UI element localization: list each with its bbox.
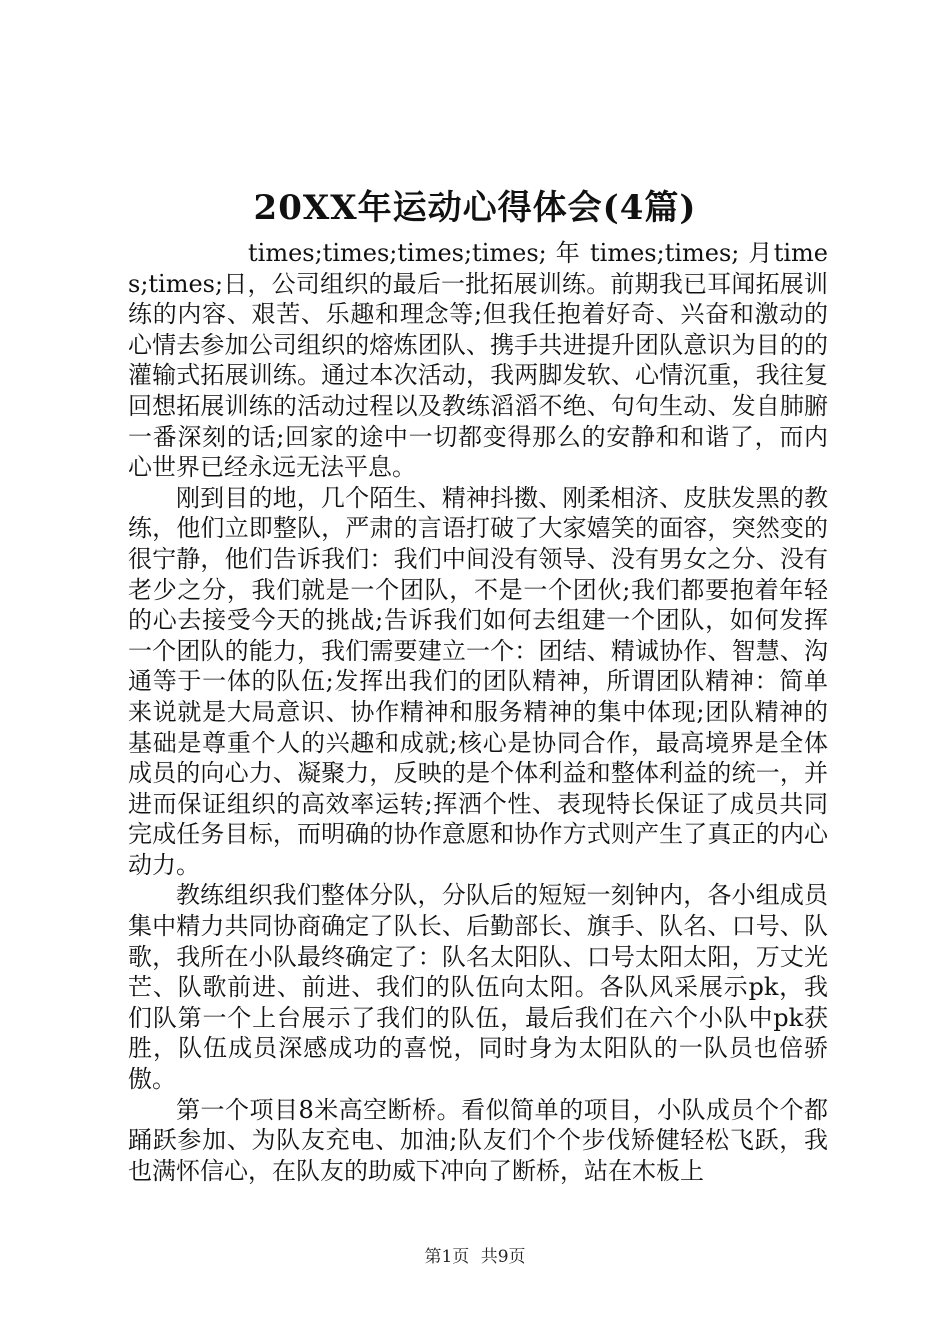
page-total: 共9页	[480, 1247, 526, 1267]
paragraph-4: 第一个项目8米高空断桥。看似简单的项目，小队成员个个都踊跃参加、为队友充电、加油;队友们个个步伐矫健轻松飞跃，我也满怀信心，在队友的助威下冲向了断桥，站在木板上	[128, 1095, 828, 1185]
page-footer	[0, 1246, 950, 1268]
paragraph-3: 教练组织我们整体分队，分队后的短短一刻钟内，各小组成员集中精力共同协商确定了队长、后勤部长、旗手、队名、口号、队歌，我所在小队最终确定了：队名太阳队、口号太阳太阳，万丈光芒、队歌前进、前进、我们的队伍向太阳。各队风采展示pk，我们队第一个上台展示了我们的队伍，最后我们在六个小队中pk获胜，队伍成员深感成功的喜悦，同时身为太阳队的一队员也倍骄傲。	[128, 881, 828, 1094]
document-body	[128, 238, 828, 1186]
paragraph-2: 刚到目的地，几个陌生、精神抖擞、刚柔相济、皮肤发黑的教练，他们立即整队，严肃的言语打破了大家嬉笑的面容，突然变的很宁静，他们告诉我们：我们中间没有领导、没有男女之分、没有老少之分，我们就是一个团队，不是一个团伙;我们都要抱着年轻的心去接受今天的挑战;告诉我们如何去组建一个团队，如何发挥一个团队的能力，我们需要建立一个：团结、精诚协作、智慧、沟通等于一体的队伍;发挥出我们的团队精神，所谓团队精神：简单来说就是大局意识、协作精神和服务精神的集中体现;团队精神的基础是尊重个人的兴趣和成就;核心是协同合作，最高境界是全体成员的向心力、凝聚力，反映的是个体利益和整体利益的统一，并进而保证组织的高效率运转;挥洒个性、表现特长保证了成员共同完成任务目标，而明确的协作意愿和协作方式则产生了真正的内心动力。	[128, 483, 828, 879]
document-title: 20XX年运动心得体会(4篇)	[253, 188, 697, 228]
paragraph-1: times;times;times;times; 年 times;times; 月times;times;日，公司组织的最后一批拓展训练。前期我已耳闻拓展训练的内容、艰苦、乐趣和理念等;但我任抱着好奇、兴奋和激动的心情去参加公司组织的熔炼团队、携手共进提升团队意识为目的的灌输式拓展训练。通过本次活动，我两脚发软、心情沉重，我往复回想拓展训练的活动过程以及教练滔滔不绝、句句生动、发自肺腑一番深刻的话;回家的途中一切都变得那么的安静和和谐了，而内心世界已经永远无法平息。	[128, 239, 828, 482]
page-number: 第1页	[424, 1247, 470, 1267]
